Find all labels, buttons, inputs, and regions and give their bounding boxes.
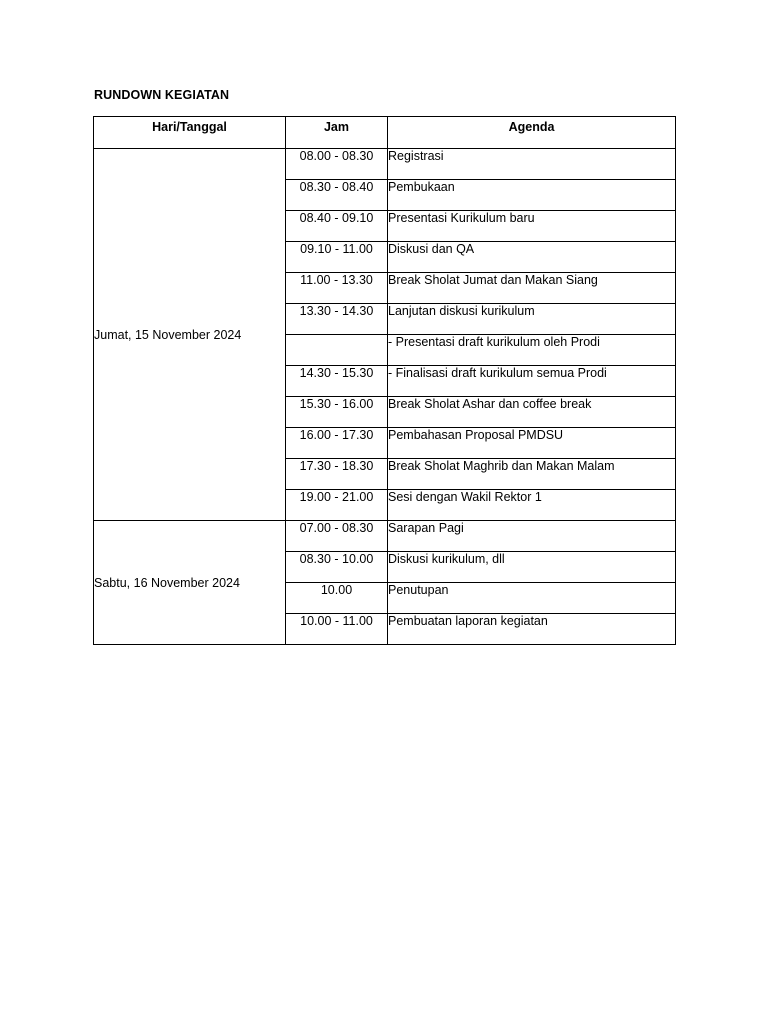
agenda-cell: Pembukaan — [388, 180, 676, 211]
header-day: Hari/Tanggal — [94, 117, 286, 149]
time-cell: 15.30 - 16.00 — [286, 397, 388, 428]
agenda-cell: Break Sholat Ashar dan coffee break — [388, 397, 676, 428]
agenda-cell: - Presentasi draft kurikulum oleh Prodi — [388, 335, 676, 366]
agenda-cell: Sesi dengan Wakil Rektor 1 — [388, 490, 676, 521]
agenda-cell: Presentasi Kurikulum baru — [388, 211, 676, 242]
rundown-table — [93, 116, 676, 645]
header-agenda: Agenda — [388, 117, 676, 149]
day-cell: Jumat, 15 November 2024 — [94, 149, 286, 521]
time-cell: 10.00 - 11.00 — [286, 614, 388, 645]
time-cell: 08.00 - 08.30 — [286, 149, 388, 180]
time-cell: 14.30 - 15.30 — [286, 366, 388, 397]
agenda-cell: Diskusi kurikulum, dll — [388, 552, 676, 583]
time-cell: 11.00 - 13.30 — [286, 273, 388, 304]
agenda-cell: Pembuatan laporan kegiatan — [388, 614, 676, 645]
agenda-cell: Pembahasan Proposal PMDSU — [388, 428, 676, 459]
time-cell: 17.30 - 18.30 — [286, 459, 388, 490]
agenda-cell: Break Sholat Jumat dan Makan Siang — [388, 273, 676, 304]
time-cell: 13.30 - 14.30 — [286, 304, 388, 335]
agenda-cell: Lanjutan diskusi kurikulum — [388, 304, 676, 335]
time-cell: 09.10 - 11.00 — [286, 242, 388, 273]
time-cell: 16.00 - 17.30 — [286, 428, 388, 459]
agenda-cell: Registrasi — [388, 149, 676, 180]
time-cell: 08.30 - 10.00 — [286, 552, 388, 583]
time-cell — [286, 335, 388, 366]
agenda-cell: Break Sholat Maghrib dan Makan Malam — [388, 459, 676, 490]
document-title: RUNDOWN KEGIATAN — [94, 88, 230, 102]
header-time: Jam — [286, 117, 388, 149]
agenda-cell: - Finalisasi draft kurikulum semua Prodi — [388, 366, 676, 397]
time-cell: 07.00 - 08.30 — [286, 521, 388, 552]
day-cell: Sabtu, 16 November 2024 — [94, 521, 286, 645]
table-row — [94, 521, 676, 552]
time-cell: 10.00 — [286, 583, 388, 614]
agenda-cell: Diskusi dan QA — [388, 242, 676, 273]
agenda-cell: Sarapan Pagi — [388, 521, 676, 552]
agenda-cell: Penutupan — [388, 583, 676, 614]
time-cell: 19.00 - 21.00 — [286, 490, 388, 521]
time-cell: 08.40 - 09.10 — [286, 211, 388, 242]
table-row — [94, 149, 676, 180]
time-cell: 08.30 - 08.40 — [286, 180, 388, 211]
table-header-row — [94, 117, 676, 149]
